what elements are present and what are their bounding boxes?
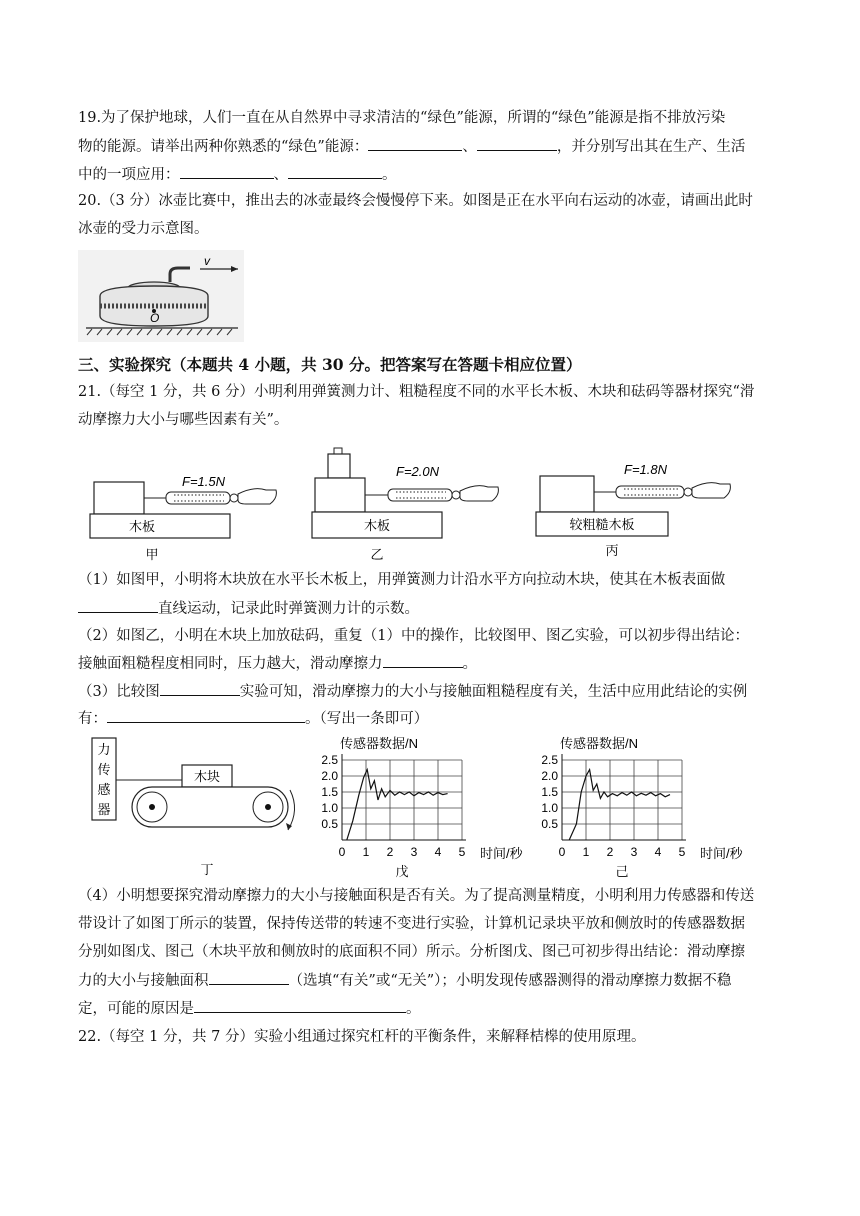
y-tick-label: 2.5 <box>321 753 338 767</box>
x-tick-label: 2 <box>606 845 614 859</box>
force-label: F=1.5N <box>182 474 225 489</box>
q21-text: （选填“有关”或“无关”）；小明发现传感器测得的滑动摩擦力数据不稳 <box>288 973 732 989</box>
force-label: F=2.0N <box>396 464 439 479</box>
y-tick-label: 1.5 <box>541 785 558 799</box>
y-tick-label: 0.5 <box>321 817 338 831</box>
x-tick-label: 5 <box>678 845 686 859</box>
x-tick-label: 1 <box>582 845 590 859</box>
q21-p4-line1: （4）小明想要探究滑动摩擦力的大小与接触面积是否有关。为了提高测量精度，小明利用力传感器和传送 <box>78 888 755 904</box>
x-tick-label: 5 <box>458 845 466 859</box>
q21-p3-line2 <box>78 708 428 729</box>
chart-wu <box>318 730 528 878</box>
q19-line2 <box>78 136 745 157</box>
conveyor-figure <box>86 734 302 880</box>
q21-text: 接触面粗糙程度相同时，压力越大，滑动摩擦力 <box>78 656 383 672</box>
q19-line3 <box>78 164 397 185</box>
q20-line1: 20.（3 分）冰壶比赛中，推出去的冰壶最终会慢慢停下来。如图是正在水平向右运动的冰壶，请画出此时 <box>78 193 753 209</box>
sensor-char: 传 <box>97 762 111 777</box>
q21-line2: 动摩擦力大小与哪些因素有关”。 <box>78 412 289 428</box>
board-label: 较粗糙木板 <box>569 517 635 532</box>
q21-line1: 21.（每空 1 分，共 6 分）小明利用弹簧测力计、粗糙程度不同的水平长木板、木块和砝码等器材探究“滑 <box>78 384 755 400</box>
figure-caption: 甲 <box>145 547 159 562</box>
board-label: 木板 <box>363 518 391 533</box>
x-tick-label: 4 <box>654 845 662 859</box>
q21-p3-line1 <box>78 681 747 702</box>
y-tick-label: 2.5 <box>541 753 558 767</box>
answer-blank[interactable] <box>180 164 274 179</box>
x-tick-label: 4 <box>434 845 442 859</box>
figure-jia <box>90 474 276 562</box>
q21-text: 有： <box>78 711 107 727</box>
block-label: 木块 <box>193 769 221 784</box>
q21-p4-line2: 带设计了如图丁所示的装置，保持传送带的转速不变进行实验，计算机记录块平放和侧放时的传感器数据 <box>78 916 745 932</box>
x-tick-label: 0 <box>558 845 566 859</box>
q21-text: 力的大小与接触面积 <box>78 973 209 989</box>
figure-bing <box>536 462 730 558</box>
answer-blank[interactable] <box>194 998 406 1013</box>
q21-p4-line4 <box>78 970 731 991</box>
y-tick-label: 2.0 <box>321 769 338 783</box>
q21-p4-line5 <box>78 998 421 1019</box>
q19-text: 物的能源。请举出两种你熟悉的“绿色”能源： <box>78 139 369 155</box>
q21-p2-line2 <box>78 653 477 674</box>
q19-line1: 19.为了保护地球，人们一直在从自然界中寻求清洁的“绿色”能源，所谓的“绿色”能源是指不排放污染 <box>78 110 726 126</box>
answer-blank[interactable] <box>78 598 158 613</box>
sensor-char: 力 <box>97 742 111 757</box>
q21-text: （3）比较图 <box>78 684 160 700</box>
q21-text: 。 <box>406 1001 421 1017</box>
y-tick-label: 1.0 <box>321 801 338 815</box>
force-label: F=1.8N <box>624 462 667 477</box>
figure-yi <box>312 448 498 562</box>
q19-sep: 、 <box>462 139 477 155</box>
y-tick-label: 1.5 <box>321 785 338 799</box>
q21-p1-line1: （1）如图甲，小明将木块放在水平长木板上，用弹簧测力计沿水平方向拉动木块，使其在木板表面做 <box>78 572 726 588</box>
q21-text: 实验可知，滑动摩擦力的大小与接触面粗糙程度有关，生活中应用此结论的实例 <box>239 684 748 700</box>
velocity-label: v <box>204 254 210 268</box>
answer-blank[interactable] <box>209 970 289 985</box>
x-tick-label: 0 <box>338 845 346 859</box>
answer-blank[interactable] <box>477 136 557 151</box>
data-series-line <box>569 770 670 840</box>
figure-caption: 乙 <box>370 547 384 562</box>
answer-blank[interactable] <box>383 653 463 668</box>
q22-line1: 22.（每空 1 分，共 7 分）实验小组通过探究杠杆的平衡条件，来解释桔槔的使用原理。 <box>78 1029 646 1045</box>
answer-blank[interactable] <box>160 681 240 696</box>
x-tick-label: 1 <box>362 845 370 859</box>
q20-line2: 冰壶的受力示意图。 <box>78 221 209 237</box>
friction-figures-row <box>78 442 778 566</box>
q21-text: 定，可能的原因是 <box>78 1001 194 1017</box>
q21-p2-line1: （2）如图乙，小明在木块上加放砝码，重复（1）中的操作，比较图甲、图乙实验，可以初步得出结论： <box>78 628 749 644</box>
y-tick-label: 1.0 <box>541 801 558 815</box>
figure-caption: 丙 <box>605 543 619 558</box>
q21-p1-line2 <box>78 598 419 619</box>
q19-sep: 、 <box>273 167 288 183</box>
data-series-line <box>347 770 448 840</box>
board-label: 木板 <box>128 519 156 534</box>
y-axis-label: 传感器数据/N <box>340 736 419 751</box>
figure-caption: 戊 <box>395 864 409 878</box>
curling-stone-figure <box>78 250 244 342</box>
x-tick-label: 2 <box>386 845 394 859</box>
chart-ji <box>538 730 770 878</box>
center-label: O <box>150 311 160 325</box>
q19-text: ，并分别写出其在生产、生活 <box>556 139 746 155</box>
q21-p4-line3: 分别如图戊、图己（木块平放和侧放时的底面积不同）所示。分析图戊、图己可初步得出结论：滑动摩擦 <box>78 944 745 960</box>
y-tick-label: 0.5 <box>541 817 558 831</box>
answer-blank[interactable] <box>368 136 462 151</box>
section-title: 三、实验探究（本题共 4 小题，共 30 分。把答案写在答题卡相应位置） <box>78 355 582 374</box>
x-tick-label: 3 <box>630 845 638 859</box>
x-axis-label: 时间/秒 <box>700 846 743 861</box>
q21-text: 直线运动，记录此时弹簧测力计的示数。 <box>158 601 419 617</box>
figure-caption: 己 <box>615 864 629 878</box>
q19-text: 中的一项应用： <box>78 167 180 183</box>
q21-text: 。 <box>462 656 477 672</box>
answer-blank[interactable] <box>107 708 305 723</box>
q19-text: 。 <box>382 167 397 183</box>
sensor-char: 感 <box>97 782 111 797</box>
q21-text: 。（写出一条即可） <box>305 711 429 727</box>
answer-blank[interactable] <box>288 164 382 179</box>
x-tick-label: 3 <box>410 845 418 859</box>
x-axis-label: 时间/秒 <box>480 846 523 861</box>
figure-caption: 丁 <box>200 862 214 877</box>
y-tick-label: 2.0 <box>541 769 558 783</box>
sensor-char: 器 <box>97 802 111 817</box>
y-axis-label: 传感器数据/N <box>560 736 639 751</box>
